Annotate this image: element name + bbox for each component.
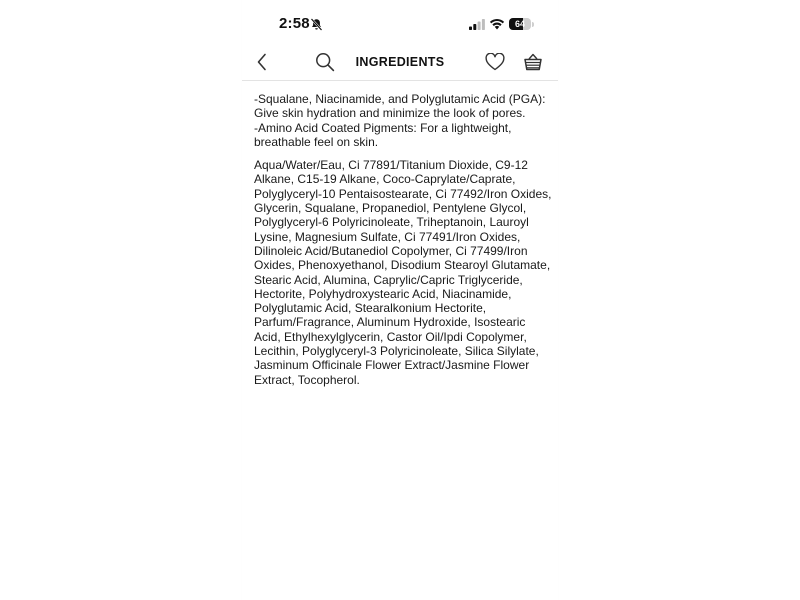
claim-line: -Amino Acid Coated Pigments: For a lightweight, breathable feel on skin. [254, 120, 512, 149]
phone-screen [242, 0, 558, 600]
status-time: 2:58 [279, 15, 310, 32]
basket-icon [523, 52, 543, 72]
chevron-left-icon [256, 53, 268, 71]
cellular-signal-icon [469, 19, 485, 30]
nav-bar [242, 44, 558, 81]
status-bar [242, 0, 558, 50]
search-icon [315, 52, 335, 72]
battery-tip [532, 22, 534, 27]
back-button[interactable] [248, 44, 276, 80]
ingredients-list: Aqua/Water/Eau, Ci 77891/Titanium Dioxide, C9-12 Alkane, C15-19 Alkane, Coco-Caprylate/Caprate, Polyglyceryl-10 Pentaisostearate, Ci 77492/Iron Oxides, Glycerin, Squalane, Propanediol, Pentylene Glycol, Polyglyceryl-6 Polyricinoleate, Triheptanoin, Lauroyl Lysine, Magnesium Sulfate, Ci 77491/Iron Oxides, Dilinoleic Acid/Butanediol Copolymer, Ci 77499/Iron Oxides, Phenoxyethanol, Disodium Stearoyl Glutamate, Stearic Acid, Alumina, Caprylic/Capric Triglyceride, Hectorite, Polyhydroxystearic Acid, Niacinamide, Polyglutamic Acid, Stearalkonium Hectorite, Parfum/Fragrance, Aluminum Hydroxide, Isostearic Acid, Ethylhexylglycerin, Castor Oil/Ipdi Copolymer, Lecithin, Polyglyceryl-3 Polyricinoleate, Silica Silylate, Jasminum Officinale Flower Extract/Jasmine Flower Extract, Tocopherol. [254, 158, 552, 387]
page-title: INGREDIENTS [355, 55, 445, 69]
heart-icon [485, 53, 505, 71]
ingredients-content [254, 92, 552, 387]
basket-button[interactable] [520, 44, 546, 80]
bell-slash-icon [310, 18, 323, 31]
battery-indicator [509, 18, 531, 30]
wishlist-button[interactable] [482, 44, 508, 80]
search-button[interactable] [312, 44, 338, 80]
wifi-icon [489, 18, 505, 30]
battery-level: 64 [514, 19, 525, 29]
key-ingredients-claims [254, 92, 552, 149]
claim-line: -Squalane, Niacinamide, and Polyglutamic Acid (PGA): Give skin hydration and minimize the look of pores. [254, 92, 546, 121]
